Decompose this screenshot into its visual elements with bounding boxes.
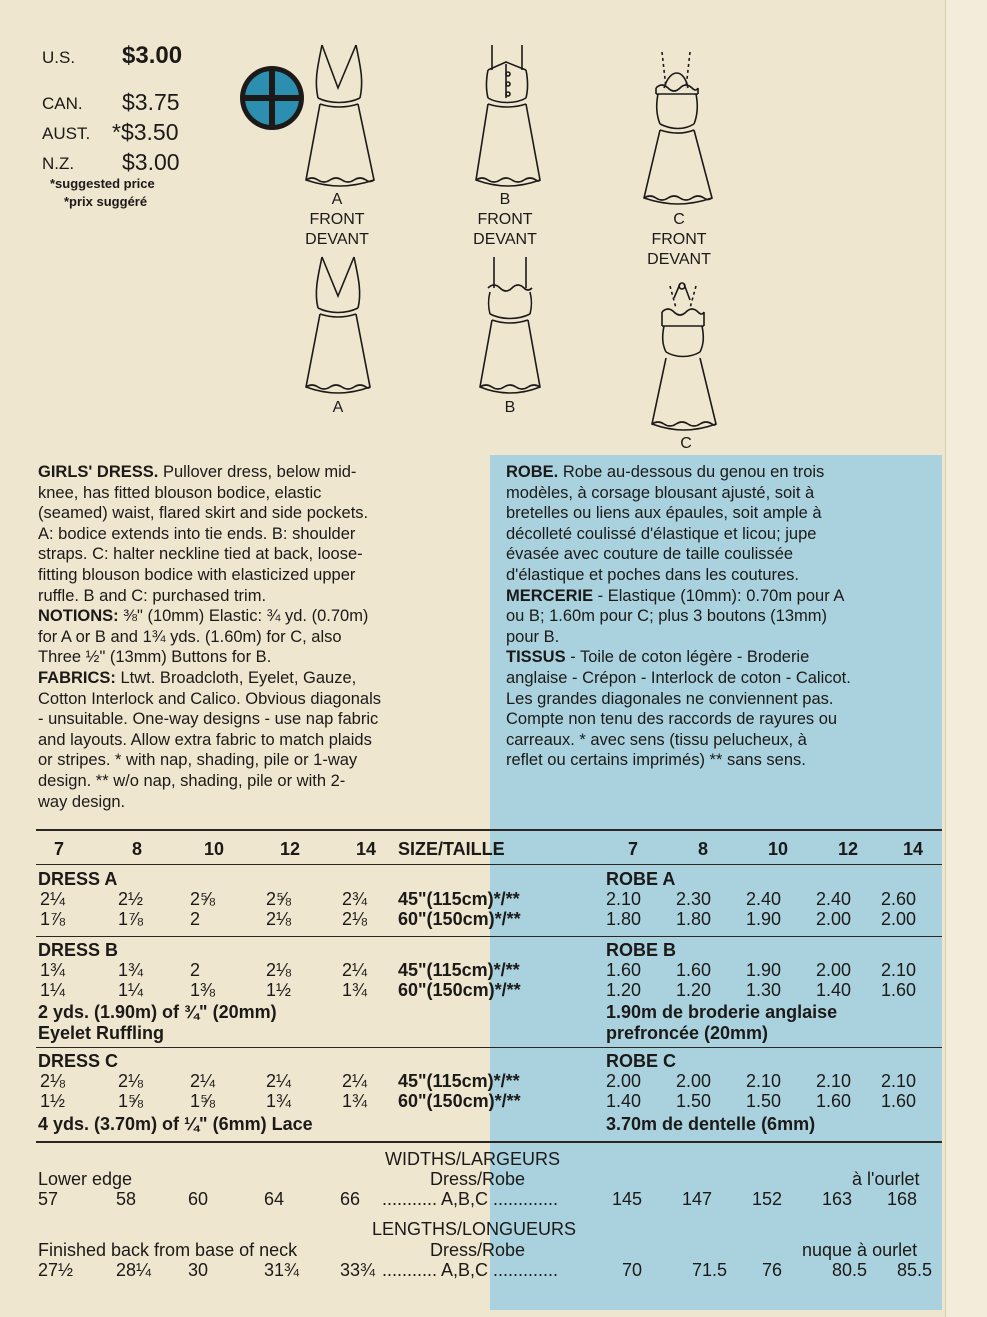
- description-line: évasée avec couture de taille coulissée: [506, 545, 794, 564]
- meters-115: 2.10: [881, 960, 917, 980]
- size-header: 12: [280, 839, 301, 859]
- size-header: 12: [838, 839, 859, 859]
- view-letter: B: [499, 191, 511, 208]
- size-taille-header: SIZE/TAILLE: [398, 839, 505, 859]
- meters-115: 2.10: [816, 1071, 852, 1091]
- description-line: ruffle. B and C: purchased trim.: [38, 586, 267, 605]
- description-line: MERCERIE - Elastique (10mm): 0.70m pour A: [506, 586, 845, 605]
- width-cm: 168: [887, 1189, 918, 1209]
- description-line: NOTIONS: ⅜" (10mm) Elastic: ¾ yd. (0.70m): [38, 607, 369, 626]
- price-value: *$3.50: [112, 119, 179, 145]
- length-value: 31¾: [264, 1260, 300, 1280]
- length-value: 30: [188, 1260, 209, 1280]
- yardage-60: 1¼: [40, 980, 66, 1000]
- yardage-60: 1⅞: [118, 909, 144, 929]
- meters-150: 1.30: [746, 980, 782, 1000]
- price-row-nz: [40, 146, 240, 176]
- price-country: N.Z.: [42, 154, 75, 173]
- table-top-rule: [36, 829, 942, 831]
- view-devant-label: DEVANT: [647, 251, 711, 268]
- price-row-can: [40, 86, 240, 116]
- yardage-60: 1⅜: [190, 980, 216, 1000]
- size-header: 10: [768, 839, 789, 859]
- meters-115: 2.00: [606, 1071, 642, 1091]
- dress-b-front-illustration: [468, 40, 548, 190]
- trim-note: 4 yds. (3.70m) of ¼" (6mm) Lace: [38, 1114, 313, 1134]
- length-value: 27½: [38, 1260, 74, 1280]
- yardage-60: 1¾: [342, 980, 368, 1000]
- description-line: Three ½" (13mm) Buttons for B.: [38, 648, 272, 667]
- description-line: A: bodice extends into tie ends. B: shoulder: [38, 524, 356, 543]
- meters-150: 1.50: [676, 1091, 712, 1111]
- meters-150: 1.20: [606, 980, 642, 1000]
- meters-115: 1.90: [746, 960, 782, 980]
- fabric-width-45: 45"(115cm)*/**: [398, 1071, 520, 1091]
- description-line: way design.: [38, 792, 126, 811]
- price-value: $3.00: [122, 42, 183, 69]
- trim-note-fr: 3.70m de dentelle (6mm): [606, 1114, 816, 1134]
- description-line: and layouts. Allow extra fabric to match plaids: [38, 730, 372, 749]
- description-line: FABRICS: Ltwt. Broadcloth, Eyelet, Gauze,: [38, 668, 357, 687]
- yardage-60: 1½: [266, 980, 292, 1000]
- dress-title: DRESS A: [38, 869, 118, 889]
- size-header: 7: [54, 839, 65, 859]
- dress-c-front-illustration: [632, 48, 722, 208]
- price-country: U.S.: [42, 48, 76, 67]
- view-front-label: FRONT: [477, 211, 533, 228]
- view-front-label: FRONT: [651, 231, 707, 248]
- description-line: Compte non tenu des raccords de rayures ou: [506, 710, 838, 729]
- french-description: [506, 462, 942, 771]
- trim-note-fr: prefroncée (20mm): [606, 1023, 769, 1043]
- meters-115: 2.00: [816, 960, 852, 980]
- meters-150: 1.40: [816, 980, 852, 1000]
- meters-115: 2.10: [881, 1071, 917, 1091]
- description-line: or stripes. * with nap, shading, pile or 1-way: [38, 751, 358, 770]
- view-c-back-label: C: [680, 435, 692, 452]
- english-description: [38, 462, 478, 812]
- price-country: CAN.: [42, 94, 83, 113]
- length-value: 28¼: [116, 1260, 152, 1280]
- meters-115: 2.40: [816, 889, 852, 909]
- width-value: 57: [38, 1189, 59, 1209]
- width-value: 66: [340, 1189, 361, 1209]
- yardage-60: 1⅝: [190, 1091, 216, 1111]
- description-line: pour B.: [506, 627, 560, 646]
- view-b-back-label: B: [504, 399, 516, 416]
- yardage-45: 2½: [118, 889, 144, 909]
- description-line: - unsuitable. One-way designs - use nap fabric: [38, 710, 379, 729]
- size-header: 14: [356, 839, 377, 859]
- description-line: fitting blouson bodice with elasticized upper: [38, 565, 356, 584]
- description-line: ou B; 1.60m pour C; plus 3 boutons (13mm): [506, 607, 827, 626]
- width-value: 60: [188, 1189, 209, 1209]
- row-a-rule: [36, 936, 942, 937]
- view-devant-label: DEVANT: [305, 231, 369, 248]
- view-c-front-label: [619, 210, 739, 270]
- size-header: 8: [698, 839, 709, 859]
- length-cm: 85.5: [897, 1260, 933, 1280]
- yardage-60: 1⅝: [118, 1091, 144, 1111]
- fabric-width-60: 60"(150cm)*/**: [398, 980, 521, 1000]
- dress-title: DRESS B: [38, 940, 119, 960]
- row-b-rule: [36, 1047, 942, 1048]
- length-value: 33¾: [340, 1260, 376, 1280]
- yardage-60: 1½: [40, 1091, 66, 1111]
- view-letter: A: [331, 191, 343, 208]
- fabric-width-45: 45"(115cm)*/**: [398, 960, 520, 980]
- description-line: carreaux. * avec sens (tissu pelucheux, à: [506, 730, 807, 749]
- view-a-front-label: [277, 190, 397, 250]
- lengths-nuque: nuque à ourlet: [802, 1240, 918, 1260]
- view-a-back-label: A: [332, 399, 344, 416]
- meters-115: 2.10: [746, 1071, 782, 1091]
- meters-115: 2.30: [676, 889, 712, 909]
- header-rule: [36, 864, 942, 865]
- yardage-45: 2¼: [342, 960, 368, 980]
- width-value: 58: [116, 1189, 137, 1209]
- description-line: for A or B and 1¾ yds. (1.60m) for C, also: [38, 627, 342, 646]
- width-cm: 163: [822, 1189, 853, 1209]
- description-line: straps. C: halter neckline tied at back, loose-: [38, 545, 363, 564]
- meters-150: 2.00: [816, 909, 852, 929]
- dress-a-front-illustration: [300, 40, 380, 190]
- widths-ourlet: à l'ourlet: [852, 1169, 920, 1189]
- meters-150: 1.90: [746, 909, 782, 929]
- description-line: GIRLS' DRESS. Pullover dress, below mid-: [38, 463, 357, 481]
- price-row-us: [40, 40, 240, 70]
- view-b-front-label: [445, 190, 565, 250]
- fabric-width-60: 60"(150cm)*/**: [398, 1091, 521, 1111]
- widths-label: Lower edge: [38, 1169, 133, 1189]
- dress-c-back-illustration: [640, 278, 726, 433]
- robe-title: ROBE B: [606, 940, 677, 960]
- description-line: (seamed) waist, flared skirt and side pockets.: [38, 504, 369, 523]
- meters-115: 2.60: [881, 889, 917, 909]
- yardage-60: 1⅞: [40, 909, 66, 929]
- yardage-60: 2⅛: [342, 909, 368, 929]
- trim-note: Eyelet Ruffling: [38, 1023, 165, 1043]
- size-header: 8: [132, 839, 143, 859]
- yardage-45: 2¼: [342, 1071, 368, 1091]
- length-cm: 80.5: [832, 1260, 868, 1280]
- meters-115: 2.10: [606, 889, 642, 909]
- size-header: 10: [204, 839, 225, 859]
- description-line: d'élastique et poches dans les coutures.: [506, 565, 800, 584]
- yardage-45: 2¾: [342, 889, 368, 909]
- row-c-rule: [36, 1141, 942, 1143]
- price-row-aust: [40, 116, 240, 146]
- price-country: AUST.: [42, 124, 91, 143]
- meters-150: 1.50: [746, 1091, 782, 1111]
- meters-150: 2.00: [881, 909, 917, 929]
- widths-views: ........... A,B,C .............: [382, 1189, 559, 1209]
- description-line: modèles, à corsage blousant ajusté, soit à: [506, 483, 815, 502]
- description-line: ROBE. Robe au-dessous du genou en trois: [506, 463, 825, 481]
- yardage-60: 2: [190, 909, 201, 929]
- description-line: TISSUS - Toile de coton légère - Broderie: [506, 648, 810, 667]
- meters-150: 1.80: [676, 909, 712, 929]
- view-letter: C: [673, 211, 685, 228]
- width-value: 64: [264, 1189, 285, 1209]
- lengths-label: Finished back from base of neck: [38, 1240, 298, 1260]
- yardage-45: 2⅛: [118, 1071, 144, 1091]
- meters-150: 1.80: [606, 909, 642, 929]
- price-value: $3.75: [122, 89, 180, 115]
- yardage-60: 1¾: [342, 1091, 368, 1111]
- yardage-60: 2⅛: [266, 909, 292, 929]
- yardage-45: 1¾: [40, 960, 66, 980]
- meters-115: 1.60: [676, 960, 712, 980]
- robe-title: ROBE C: [606, 1051, 677, 1071]
- view-front-label: FRONT: [309, 211, 365, 228]
- width-cm: 147: [682, 1189, 713, 1209]
- yardage-45: 2⅝: [190, 889, 216, 909]
- yardage-45: 2¼: [190, 1071, 216, 1091]
- width-cm: 152: [752, 1189, 783, 1209]
- prix-suggere-note: *prix suggéré: [64, 194, 148, 209]
- fabric-width-60: 60"(150cm)*/**: [398, 909, 521, 929]
- lengths-views: ........... A,B,C .............: [382, 1260, 559, 1280]
- yardage-45: 2¼: [40, 889, 66, 909]
- meters-115: 2.40: [746, 889, 782, 909]
- widths-header: WIDTHS/LARGEURS: [385, 1149, 561, 1169]
- crosshair-logo-icon: [238, 64, 306, 132]
- description-line: Les grandes diagonales ne conviennent pas.: [506, 689, 834, 708]
- robe-title: ROBE A: [606, 869, 676, 889]
- widths-dress-robe: Dress/Robe: [430, 1169, 526, 1189]
- description-line: Cotton Interlock and Calico. Obvious diagonals: [38, 689, 382, 708]
- price-value: $3.00: [122, 149, 180, 175]
- meters-150: 1.40: [606, 1091, 642, 1111]
- meters-150: 1.20: [676, 980, 712, 1000]
- description-line: bretelles ou liens aux épaules, soit ample à: [506, 504, 822, 523]
- yardage-60: 1¾: [266, 1091, 292, 1111]
- yardage-60: 1¼: [118, 980, 144, 1000]
- size-header: 7: [628, 839, 639, 859]
- length-cm: 70: [622, 1260, 643, 1280]
- trim-note: 2 yds. (1.90m) of ¾" (20mm): [38, 1002, 277, 1022]
- view-devant-label: DEVANT: [473, 231, 537, 248]
- yardage-45: 1¾: [118, 960, 144, 980]
- meters-115: 2.00: [676, 1071, 712, 1091]
- suggested-price-note: *suggested price: [50, 176, 155, 191]
- width-cm: 145: [612, 1189, 643, 1209]
- length-cm: 71.5: [692, 1260, 728, 1280]
- meters-115: 1.60: [606, 960, 642, 980]
- envelope-edge: [945, 0, 987, 1317]
- size-header: 14: [903, 839, 924, 859]
- description-line: reflet ou certains imprimés) ** sans sens.: [506, 751, 806, 770]
- description-line: design. ** w/o nap, shading, pile or with 2-: [38, 771, 346, 790]
- lengths-dress-robe: Dress/Robe: [430, 1240, 526, 1260]
- lengths-header: LENGTHS/LONGUEURS: [372, 1219, 577, 1239]
- meters-150: 1.60: [816, 1091, 852, 1111]
- description-line: knee, has fitted blouson bodice, elastic: [38, 483, 322, 502]
- yardage-45: 2: [190, 960, 201, 980]
- trim-note-fr: 1.90m de broderie anglaise: [606, 1002, 838, 1022]
- description-line: décolleté coulissé d'élastique et licou; jupe: [506, 524, 817, 543]
- fabric-width-45: 45"(115cm)*/**: [398, 889, 520, 909]
- dress-title: DRESS C: [38, 1051, 119, 1071]
- yardage-45: 2⅝: [266, 889, 292, 909]
- meters-150: 1.60: [881, 1091, 917, 1111]
- dress-b-back-illustration: [470, 252, 550, 397]
- yardage-45: 2¼: [266, 1071, 292, 1091]
- yardage-45: 2⅛: [40, 1071, 66, 1091]
- length-cm: 76: [762, 1260, 783, 1280]
- yardage-45: 2⅛: [266, 960, 292, 980]
- description-line: anglaise - Crépon - Interlock de coton - Calicot.: [506, 668, 851, 687]
- dress-a-back-illustration: [298, 252, 378, 397]
- meters-150: 1.60: [881, 980, 917, 1000]
